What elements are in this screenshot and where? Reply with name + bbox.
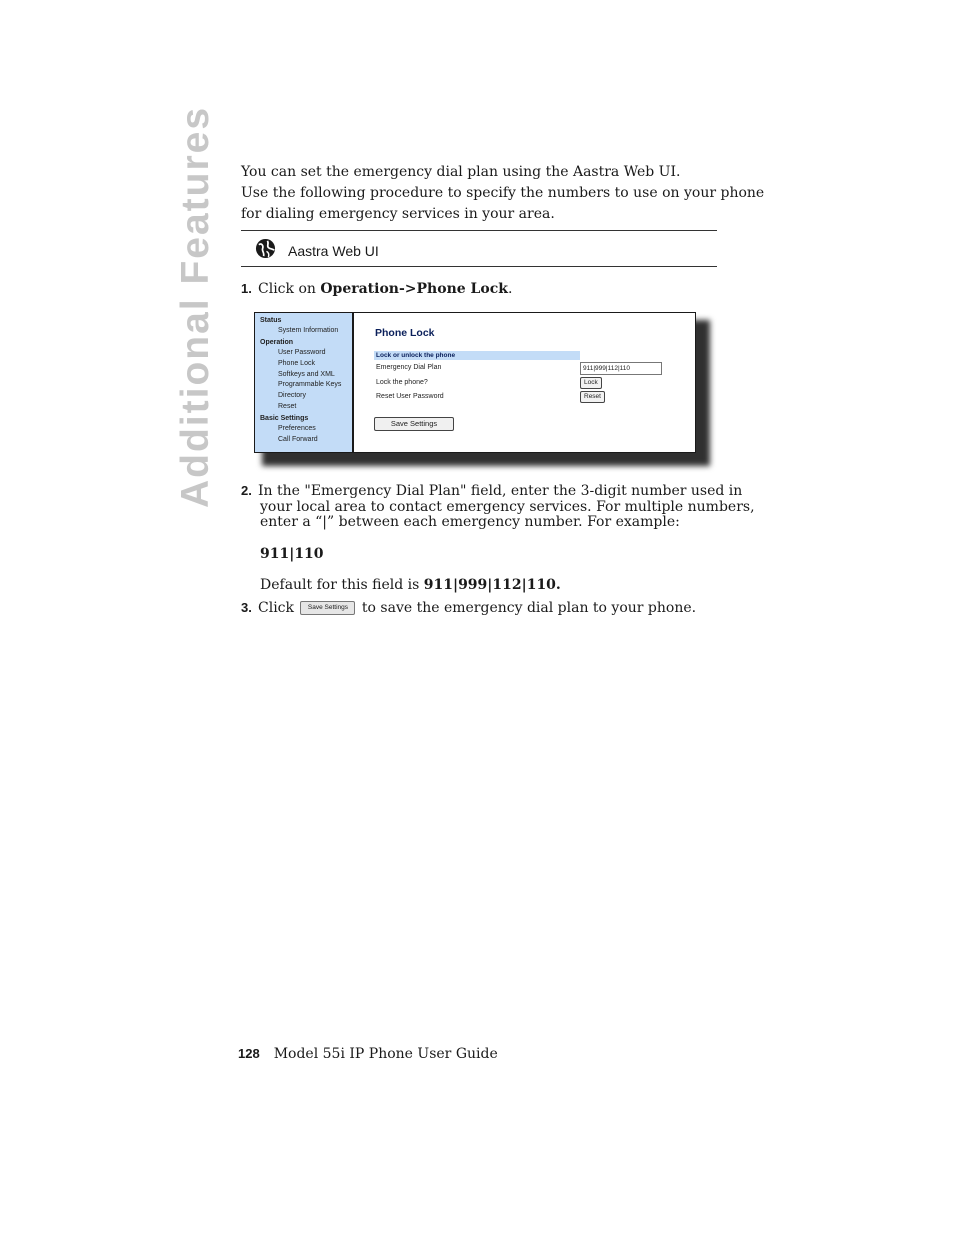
intro-line-2: Use the following procedure to specify the numbers to use on your phone [241, 185, 765, 201]
step-1-number: 1. [241, 281, 252, 296]
step-2-default [260, 577, 561, 593]
nav-item-system-information[interactable]: System Information [278, 327, 339, 334]
default-prefix: Default for this field is [260, 577, 424, 593]
callout-bottom-rule [241, 266, 717, 267]
step-2-line-2: your local area to contact emergency services. For multiple numbers, [260, 499, 755, 515]
callout-top-rule [241, 230, 717, 231]
save-settings-button[interactable]: Save Settings [374, 417, 454, 431]
step-2-example: 911|110 [260, 546, 324, 562]
nav-panel [255, 313, 354, 452]
section-header: Lock or unlock the phone [374, 351, 580, 360]
inline-save-settings-button[interactable]: Save Settings [300, 601, 355, 615]
step-2-number: 2. [241, 483, 252, 498]
nav-item-call-forward[interactable]: Call Forward [278, 436, 318, 443]
lock-phone-label: Lock the phone? [376, 379, 428, 386]
step-3-number: 3. [241, 600, 252, 615]
nav-item-phone-lock[interactable]: Phone Lock [278, 360, 315, 367]
step-3-text [258, 600, 696, 616]
side-title: Additional Features [174, 105, 217, 508]
nav-item-user-password[interactable]: User Password [278, 349, 326, 356]
content-panel [354, 313, 695, 452]
step-2-line-3: enter a “|” between each emergency number. For example: [260, 514, 680, 530]
nav-item-preferences[interactable]: Preferences [278, 425, 316, 432]
page-number: 128 [238, 1046, 260, 1061]
step-3-suffix: to save the emergency dial plan to your phone. [357, 600, 697, 616]
web-ui-screenshot [254, 312, 696, 453]
nav-header-status: Status [260, 317, 282, 324]
nav-header-operation: Operation [260, 339, 294, 346]
default-value: 911|999|112|110. [423, 577, 561, 593]
guide-title: Model 55i IP Phone User Guide [273, 1046, 498, 1062]
intro-line-3: for dialing emergency services in your area. [241, 206, 555, 222]
emergency-dial-plan-input[interactable]: 911|999|112|110 [580, 362, 662, 375]
step-2-line-1: In the "Emergency Dial Plan" field, enter the 3-digit number used in [258, 483, 743, 499]
nav-item-softkeys-xml[interactable]: Softkeys and XML [278, 371, 335, 378]
step-3-prefix: Click [258, 600, 299, 616]
nav-header-basic-settings: Basic Settings [260, 415, 309, 422]
intro-line-1: You can set the emergency dial plan using the Aastra Web UI. [241, 164, 681, 180]
reset-button[interactable]: Reset [580, 391, 605, 403]
step-1-target: Operation->Phone Lock [320, 281, 508, 297]
globe-icon [255, 238, 276, 259]
page-footer [238, 1046, 498, 1062]
nav-item-programmable-keys[interactable]: Programmable Keys [278, 381, 342, 388]
step-1-text [258, 281, 512, 297]
lock-button[interactable]: Lock [580, 377, 602, 389]
reset-password-label: Reset User Password [376, 393, 444, 400]
step-1-prefix: Click on [258, 281, 321, 297]
callout [255, 236, 379, 260]
phone-lock-title: Phone Lock [375, 327, 435, 339]
step-1-suffix: . [507, 281, 513, 297]
nav-item-directory[interactable]: Directory [278, 392, 307, 399]
nav-item-reset[interactable]: Reset [278, 403, 297, 410]
emergency-dial-plan-label: Emergency Dial Plan [376, 364, 442, 371]
callout-label: Aastra Web UI [288, 243, 379, 259]
